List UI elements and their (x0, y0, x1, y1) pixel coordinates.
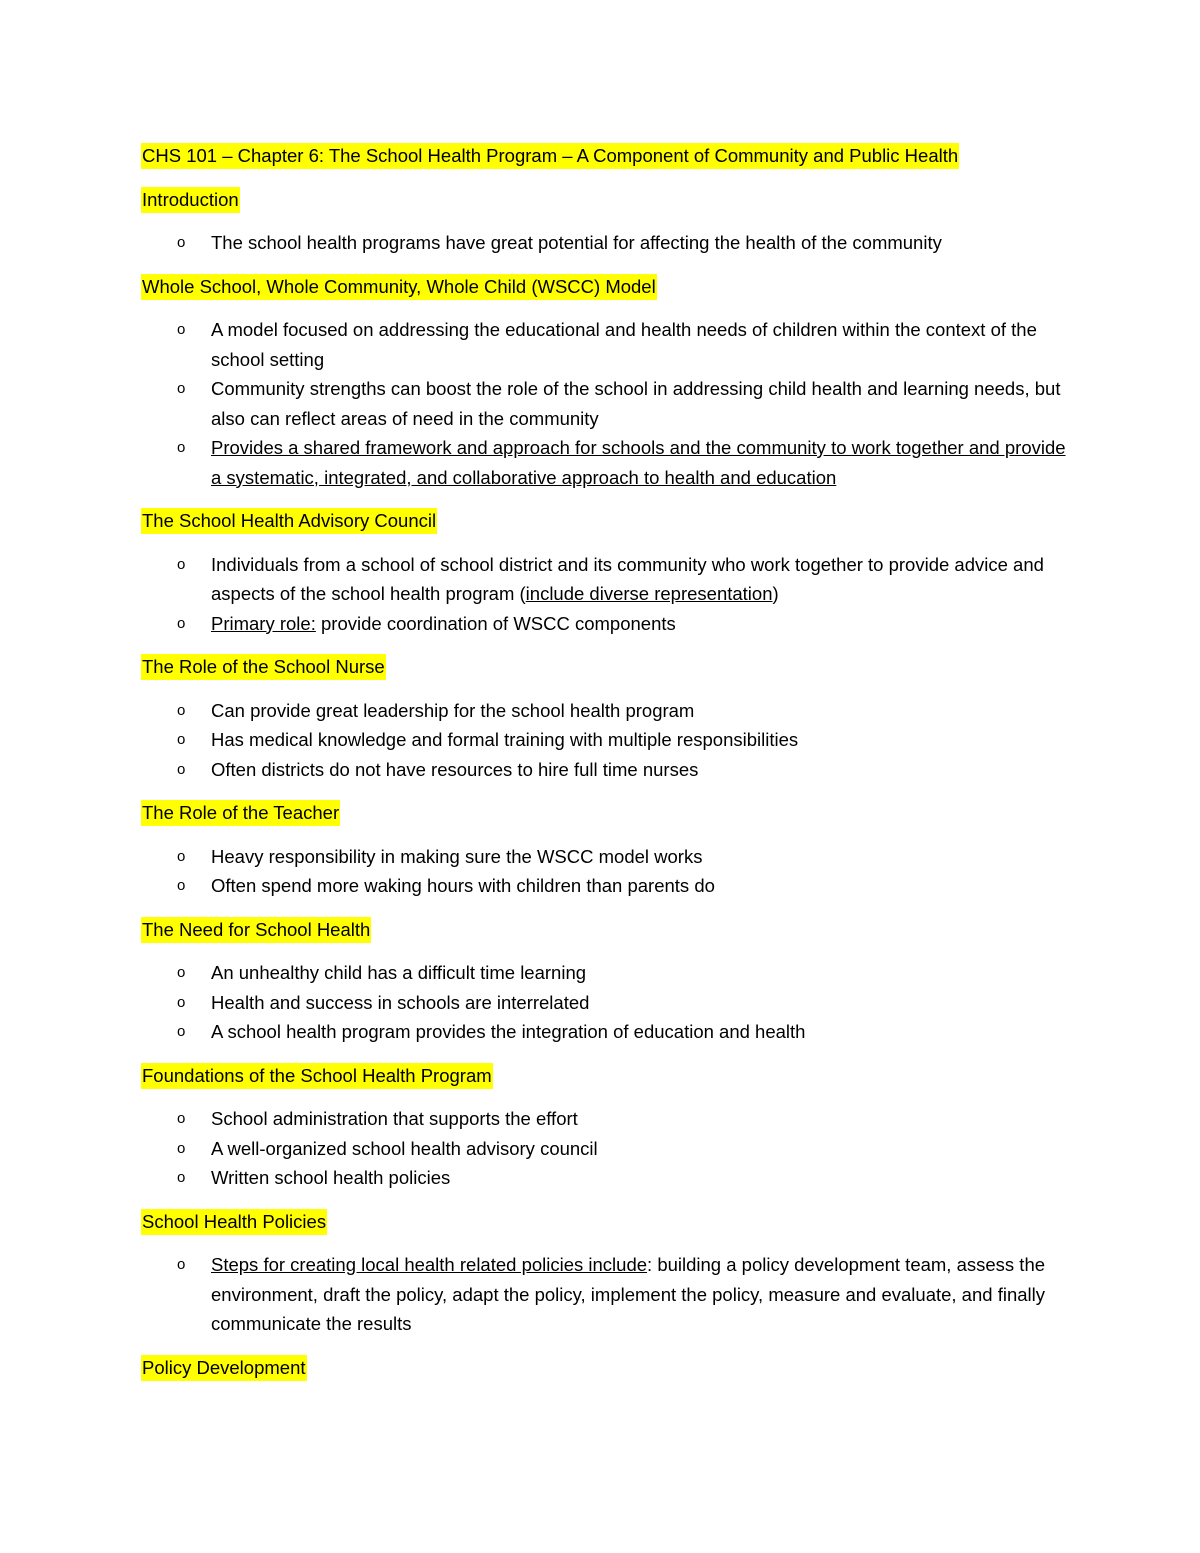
section-heading-text: The Need for School Health (141, 917, 371, 943)
list-item-plain-text: Written school health policies (211, 1167, 451, 1188)
bullet-circle-icon: o (177, 760, 186, 778)
section-heading-text: Policy Development (141, 1355, 307, 1381)
section-heading-whole-school-whole-community-whole-child-wscc-model (141, 272, 1071, 302)
section-heading-the-school-health-advisory-council (141, 506, 1071, 536)
bullet-circle-icon: o (177, 439, 186, 456)
bullet-circle-icon: o (177, 380, 186, 397)
list-item (141, 433, 1071, 492)
section-heading-the-role-of-the-school-nurse (141, 652, 1071, 682)
list-item-text (211, 696, 1071, 726)
list-item-underlined-text: include diverse representation (525, 583, 773, 604)
list-item (141, 1104, 1071, 1134)
list-item-text (211, 988, 1071, 1018)
list-item-text (211, 1250, 1071, 1339)
bullet-list (141, 1104, 1071, 1193)
list-item-plain-text: ) (772, 583, 779, 604)
list-item-plain-text: An unhealthy child has a difficult time learning (211, 962, 587, 983)
list-item-plain-text: Community strengths can boost the role of the school in addressing child health and learning needs, but also can reflect areas of need in the community (211, 378, 1061, 429)
document-title-line (141, 141, 1071, 171)
list-item (141, 1017, 1071, 1047)
bullet-circle-icon: o (177, 614, 186, 632)
list-item-text (211, 433, 1071, 492)
list-item-plain-text: The school health programs have great potential for affecting the health of the community (211, 232, 942, 253)
list-item (141, 842, 1071, 872)
section-heading-school-health-policies (141, 1207, 1071, 1237)
list-item-plain-text: : building a policy development team, assess the environment, draft the policy, adapt the policy, implement the policy, measure and evaluate, and finally communicate the results (211, 1254, 1046, 1334)
list-item-plain-text: A model focused on addressing the educational and health needs of children within the context of the school setting (211, 319, 1037, 370)
list-item-underlined-text: Primary role: (211, 612, 316, 634)
list-item-text (211, 374, 1071, 433)
list-item-text (211, 228, 1071, 258)
bullet-circle-icon: o (177, 234, 186, 251)
list-item-text (211, 1134, 1071, 1164)
section-heading-text: Whole School, Whole Community, Whole Child (WSCC) Model (141, 274, 657, 300)
list-item-plain-text: Can provide great leadership for the school health program (211, 699, 695, 721)
list-item (141, 1163, 1071, 1193)
bullet-circle-icon: o (177, 1169, 186, 1186)
list-item (141, 725, 1071, 755)
list-item (141, 1250, 1071, 1339)
bullet-circle-icon: o (177, 1139, 186, 1157)
bullet-list (141, 696, 1071, 785)
document-title: CHS 101 – Chapter 6: The School Health Program – A Component of Community and Public Health (141, 143, 959, 169)
section-heading-policy-development (141, 1353, 1071, 1383)
list-item (141, 755, 1071, 785)
bullet-list (141, 550, 1071, 639)
section-heading-text: School Health Policies (141, 1209, 327, 1235)
list-item-plain-text: Has medical knowledge and formal training with multiple responsibilities (211, 729, 799, 750)
section-heading-introduction (141, 185, 1071, 215)
list-item-underlined-text: Provides a shared framework and approach for schools and the community to work together and provide a systematic, integrated, and collaborative approach to health and education (211, 437, 1066, 488)
list-item-text (211, 315, 1071, 374)
list-item-text (211, 755, 1071, 785)
list-item-underlined-text: Steps for creating local health related policies include (211, 1254, 648, 1275)
list-item (141, 550, 1071, 609)
list-item-plain-text: A school health program provides the integration of education and health (211, 1021, 806, 1042)
bullet-list (141, 958, 1071, 1047)
list-item (141, 609, 1071, 639)
list-item-plain-text: School administration that supports the effort (211, 1108, 578, 1129)
list-item-plain-text: Often districts do not have resources to hire full time nurses (211, 758, 699, 780)
list-item (141, 315, 1071, 374)
bullet-list (141, 228, 1071, 258)
list-item (141, 696, 1071, 726)
list-item-text (211, 958, 1071, 988)
list-item (141, 871, 1071, 901)
section-heading-the-need-for-school-health (141, 915, 1071, 945)
list-item (141, 228, 1071, 258)
section-heading-text: The School Health Advisory Council (141, 508, 437, 534)
list-item-plain-text: Individuals from a school of school district and its community who work together to provide advice and aspects of the school health program ( (211, 553, 1044, 604)
list-item-plain-text: Often spend more waking hours with children than parents do (211, 875, 715, 896)
list-item-text (211, 1163, 1071, 1193)
list-item (141, 988, 1071, 1018)
bullet-circle-icon: o (177, 701, 186, 719)
list-item (141, 1134, 1071, 1164)
section-heading-text: The Role of the Teacher (141, 800, 340, 826)
section-heading-text: Foundations of the School Health Program (141, 1063, 493, 1089)
bullet-circle-icon: o (177, 1256, 186, 1273)
list-item-plain-text: Health and success in schools are interrelated (211, 991, 590, 1013)
bullet-circle-icon: o (177, 321, 186, 338)
bullet-circle-icon: o (177, 964, 186, 981)
section-heading-foundations-of-the-school-health-program (141, 1061, 1071, 1091)
list-item-text (211, 1104, 1071, 1134)
bullet-circle-icon: o (177, 555, 186, 573)
list-item-text (211, 725, 1071, 755)
list-item (141, 374, 1071, 433)
section-heading-the-role-of-the-teacher (141, 798, 1071, 828)
bullet-list (141, 315, 1071, 492)
list-item-text (211, 609, 1071, 639)
document-content (141, 141, 1071, 1382)
bullet-circle-icon: o (177, 1110, 186, 1127)
bullet-circle-icon: o (177, 731, 186, 748)
list-item-text (211, 842, 1071, 872)
list-item-text (211, 871, 1071, 901)
list-item-text (211, 550, 1071, 609)
bullet-circle-icon: o (177, 993, 186, 1011)
list-item-plain-text: provide coordination of WSCC components (315, 612, 676, 634)
bullet-circle-icon: o (177, 847, 186, 865)
section-heading-text: Introduction (141, 187, 240, 213)
section-heading-text: The Role of the School Nurse (141, 654, 386, 680)
list-item (141, 958, 1071, 988)
bullet-list (141, 1250, 1071, 1339)
list-item-plain-text: A well-organized school health advisory council (211, 1137, 598, 1159)
list-item-plain-text: Heavy responsibility in making sure the WSCC model works (211, 845, 703, 867)
bullet-list (141, 842, 1071, 901)
list-item-text (211, 1017, 1071, 1047)
bullet-circle-icon: o (177, 877, 186, 894)
bullet-circle-icon: o (177, 1023, 186, 1040)
